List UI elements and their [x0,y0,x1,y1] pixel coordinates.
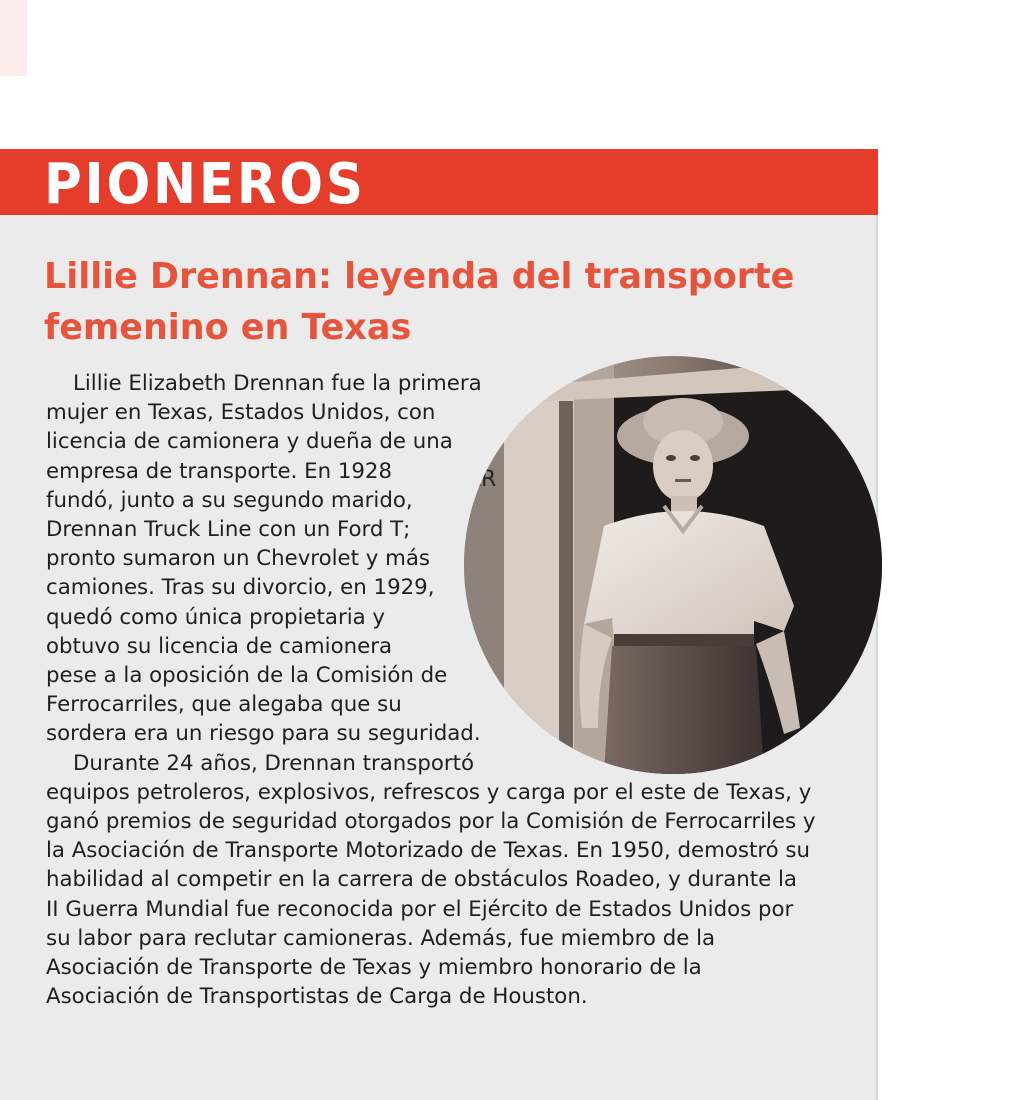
article-title: Lillie Drennan: leyenda del transporte femenino en Texas [44,256,795,348]
section-label: PIONEROS [44,152,366,217]
portrait-photo [464,356,882,774]
article-paragraph: Durante 24 años, Drennan transportó equipos petroleros, explosivos, refrescos y carga por el este de Texas, y ganó premios de seguridad otorgados por la Comisión de Ferrocarriles y la Asociación de Transporte Motorizado de Texas. En 1950, demostró su habilidad al competir en la carrera de obstáculos Roadeo, y durante la II Guerra Mundial fue reconocida por el Ejército de Estados Unidos por su labor para reclutar camioneras. Además, fue miembro de la Asociación de Transporte de Texas y miembro honorario de la Asociación de Transportistas de Carga de Houston. [46,750,816,1010]
corner-mark [0,0,27,76]
article-panel [0,149,878,1100]
article-paragraph: Lillie Elizabeth Drennan fue la primera mujer en Texas, Estados Unidos, con licencia de camionera y dueña de una empresa de transporte. En 1928 fundó, junto a su segundo marido, Drennan Truck Line con un Ford T; pronto sumaron un Chevrolet y más camiones. Tras su divorcio, en 1929, quedó como única propietaria y obtuvo su licencia de camionera pese a la oposición de la Comisión de Ferrocarriles, que alegaba que su sordera era un riesgo para su seguridad. [46,371,482,747]
section-banner [0,149,878,215]
door-sign-text: AR [466,467,497,492]
